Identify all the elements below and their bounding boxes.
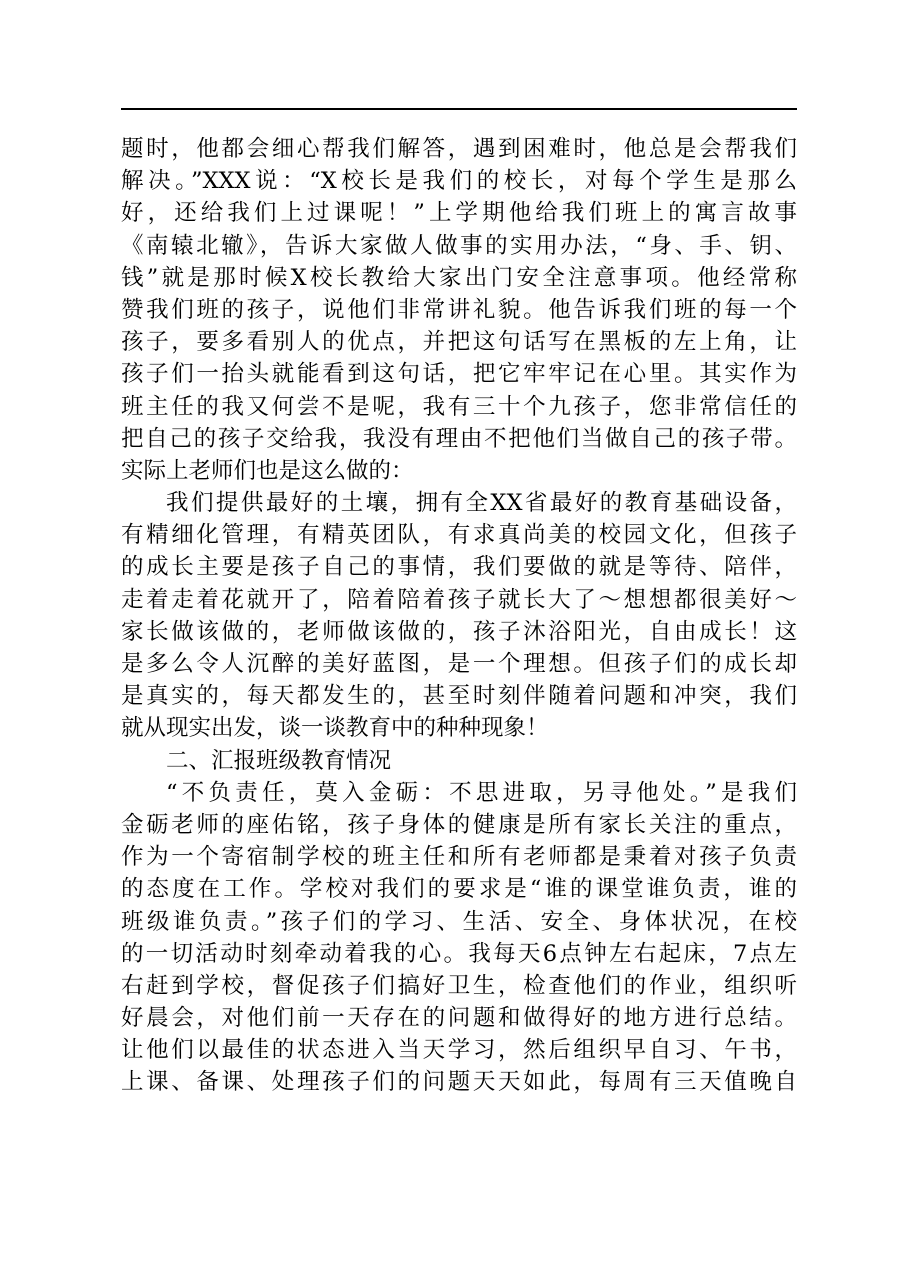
text-line: 家长做该做的，老师做该做的，孩子沐浴阳光，自由成长！这: [121, 618, 797, 645]
text-line: 孩子，要多看别人的优点，并把这句话写在黑板的左上角，让: [121, 329, 797, 356]
paragraph-start-line: “不负责任，莫入金砺：不思进取，另寻他处。”是我们: [166, 779, 797, 806]
text-line: 把自己的孩子交给我，我没有理由不把他们当做自己的孩子带。: [121, 425, 797, 452]
document-body: [121, 133, 797, 1099]
text-line: 走着走着花就开了，陪着陪着孩子就长大了～想想都很美好～: [121, 586, 797, 613]
section-heading: 二、汇报班级教育情况: [166, 747, 392, 774]
text-line: 让他们以最佳的状态进入当天学习，然后组织早自习、午书，: [121, 1037, 797, 1064]
text-line: 的态度在工作。学校对我们的要求是“谁的课堂谁负责，谁的: [121, 876, 797, 903]
paragraph-end-line: 就从现实出发，谈一谈教育中的种种现象！: [121, 715, 549, 742]
text-line: 班级谁负责。”孩子们的学习、生活、安全、身体状况，在校: [121, 908, 797, 935]
text-line: 是真实的，每天都发生的，甚至时刻伴随着问题和冲突，我们: [121, 683, 797, 710]
text-line: 《南辕北辙》，告诉大家做人做事的实用办法，“身、手、钥、: [121, 232, 797, 259]
text-line: 金砺老师的座佑铭，孩子身体的健康是所有家长关注的重点，: [121, 811, 797, 838]
text-line: 作为一个寄宿制学校的班主任和所有老师都是秉着对孩子负责: [121, 844, 797, 871]
text-line: 好晨会，对他们前一天存在的问题和做得好的地方进行总结。: [121, 1005, 797, 1032]
paragraph-end-line: 实际上老师们也是这么做的：: [121, 457, 414, 484]
text-line: 是多么令人沉醉的美好蓝图，是一个理想。但孩子们的成长却: [121, 651, 797, 677]
text-line: 赞我们班的孩子，说他们非常讲礼貌。他告诉我们班的每一个: [121, 296, 797, 323]
header-rule: [121, 108, 797, 110]
text-line: 解决。”XXX说：“X校长是我们的校长，对每个学生是那么: [121, 168, 797, 195]
text-line: 上课、备课、处理孩子们的问题天天如此，每周有三天值晚自: [121, 1069, 797, 1096]
text-line: 题时，他都会细心帮我们解答，遇到困难时，他总是会帮我们: [121, 136, 797, 162]
paragraph-start-line: 我们提供最好的土壤，拥有全XX省最好的教育基础设备，: [166, 490, 797, 517]
text-line: 钱”就是那时候X校长教给大家出门安全注意事项。他经常称: [121, 264, 797, 291]
text-line: 的一切活动时刻牵动着我的心。我每天6点钟左右起床，7点左: [121, 940, 797, 967]
text-line: 好，还给我们上过课呢！”上学期他给我们班上的寓言故事: [121, 200, 797, 227]
text-line: 的成长主要是孩子自己的事情，我们要做的就是等待、陪伴，: [121, 554, 797, 581]
text-line: 班主任的我又何尝不是呢，我有三十个九孩子，您非常信任的: [121, 393, 797, 420]
text-line: 孩子们一抬头就能看到这句话，把它牢牢记在心里。其实作为: [121, 361, 797, 388]
text-line: 有精细化管理，有精英团队，有求真尚美的校园文化，但孩子: [121, 522, 797, 549]
text-line: 右赶到学校，督促孩子们搞好卫生，检查他们的作业，组织听: [121, 972, 797, 999]
